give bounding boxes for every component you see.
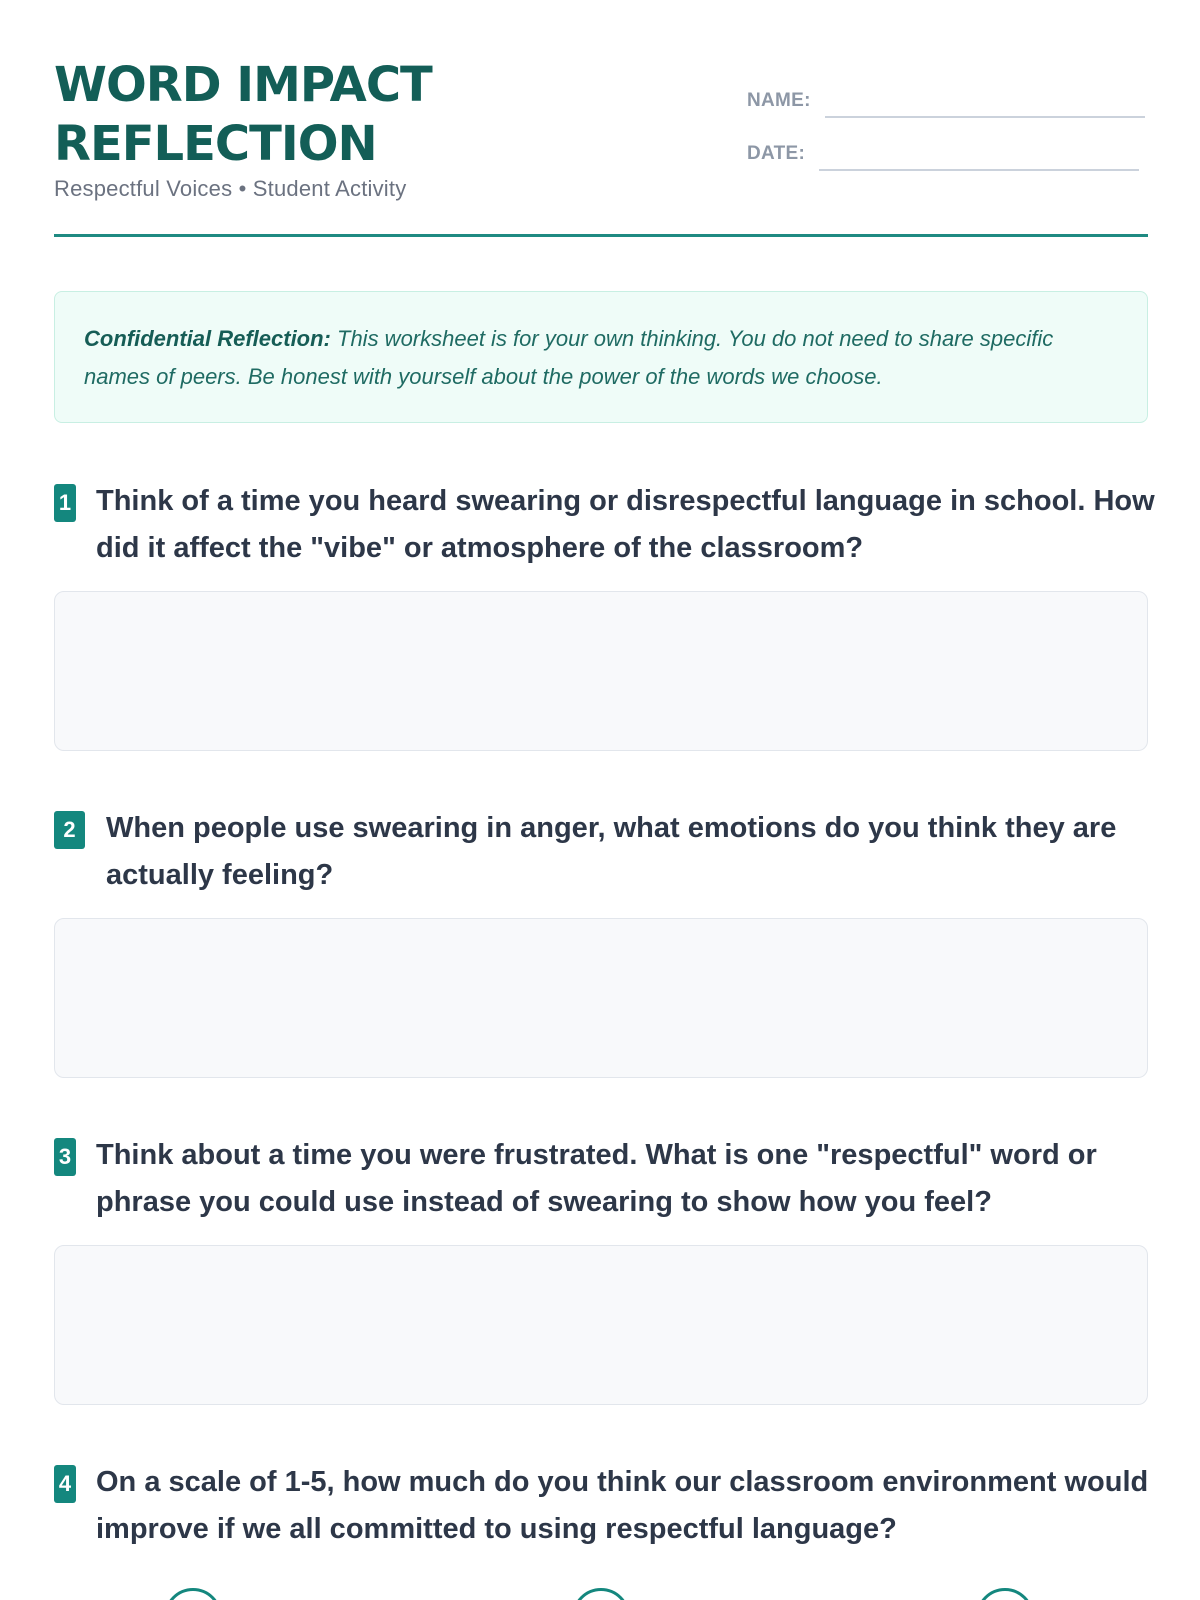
answer-box-3[interactable]: [54, 1245, 1148, 1405]
question-text: Think of a time you heard swearing or disrespectful language in school. How did it affect the "vibe" or atmosphere of the classroom?: [96, 485, 1155, 564]
page-subtitle: Respectful Voices • Student Activity: [54, 176, 407, 201]
worksheet-page: [54, 0, 1155, 1600]
question-text: When people use swearing in anger, what emotions do you think they are actually feeling?: [106, 812, 1117, 891]
question-text: On a scale of 1-5, how much do you think our classroom environment would improve if we all committed to using respectful language?: [96, 1466, 1149, 1545]
title-line-1: WORD IMPACT: [54, 57, 432, 113]
answer-box-1[interactable]: [54, 591, 1148, 751]
rating-option[interactable]: [164, 1588, 222, 1600]
page-title: [54, 56, 614, 174]
name-label: NAME:: [747, 90, 811, 111]
question-number-badge: 3: [54, 1138, 76, 1176]
title-line-2: REFLECTION: [54, 116, 377, 172]
header-divider: [54, 234, 1148, 237]
rating-scale: [54, 1588, 1148, 1600]
question-number-badge: 1: [54, 484, 76, 522]
question-number-badge: 4: [54, 1465, 76, 1503]
question-number-badge: 2: [54, 811, 85, 849]
question-text: Think about a time you were frustrated. What is one "respectful" word or phrase you could use instead of swearing to show how you feel?: [96, 1139, 1097, 1218]
date-input-line[interactable]: [819, 141, 1139, 171]
notice-text: This worksheet is for your own thinking. You do not need to share specific names of peers. Be honest with yourself about the power of the words we choose.: [84, 326, 1054, 389]
date-field-row: [747, 141, 1139, 171]
name-field-row: [747, 88, 1145, 118]
worksheet-header: [54, 56, 1148, 236]
answer-box-2[interactable]: [54, 918, 1148, 1078]
notice-lead: Confidential Reflection:: [84, 326, 331, 351]
confidential-notice: [54, 291, 1148, 423]
rating-option[interactable]: [976, 1588, 1034, 1600]
rating-option[interactable]: [572, 1588, 630, 1600]
name-input-line[interactable]: [825, 88, 1145, 118]
date-label: DATE:: [747, 143, 806, 164]
